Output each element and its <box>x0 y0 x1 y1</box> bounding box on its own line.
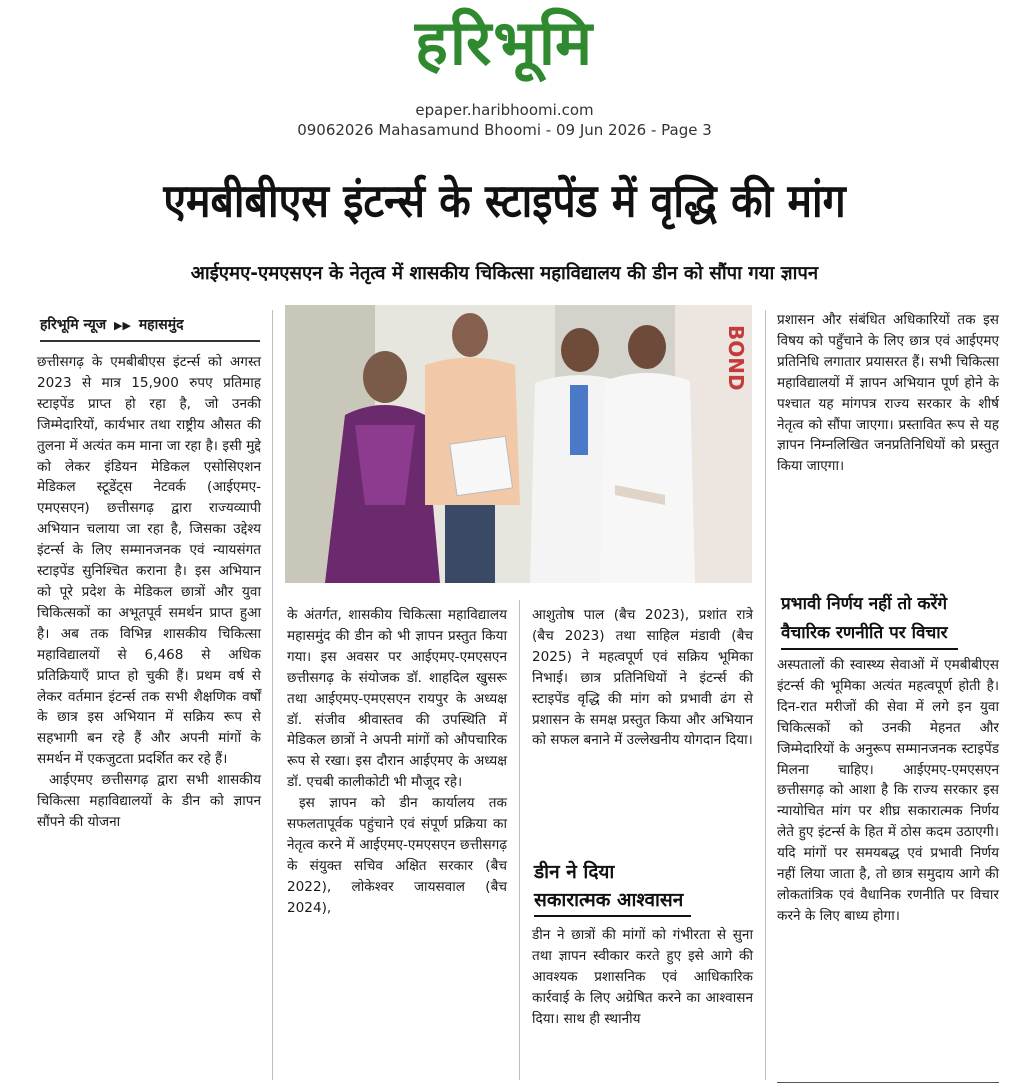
edition-line: 09062026 Mahasamund Bhoomi - 09 Jun 2026 - Page 3 <box>297 121 712 139</box>
paragraph: डीन ने छात्रों की मांगों को गंभीरता से सुना तथा ज्ञापन स्वीकार करते हुए इसे आगे की आवश्यक प्रशासनिक एवं आधिकारिक कार्रवाई के लिए अग्रेषित करने का आश्वासन दिया। साथ ही स्थानीय <box>532 927 753 1027</box>
column-divider <box>272 310 273 1080</box>
epaper-url: epaper.haribhoomi.com <box>415 101 594 119</box>
column-divider <box>765 310 766 1080</box>
paragraph: छत्तीसगढ़ के एमबीबीएस इंटर्न्स को अगस्त 2023 से मात्र 15,900 रुपए प्रतिमाह स्टाइपेंड प्राप्त हो रहा है, जो उनकी जिम्मेदारियों, कार्यभार तथा राष्ट्रीय औसत की तुलना में अत्यंत कम माना जा रहा है। इसी मुद्दे को लेकर इंडियन मेडिकल एसोसिएशन मेडिकल स्टूडेंट्स नेटवर्क (आईएमए-एमएसएन) छत्तीसगढ़ द्वारा राज्यव्यापी अभियान चलाया जा रहा है, जिसका उद्देश्य इंटर्न्स के लिए सम्मानजनक एवं न्यायसंगत स्टाइपेंड सुनिश्चित कराना है। इस अभियान को पूरे प्रदेश के मेडिकल छात्रों और युवा चिकित्सकों का अभूतपूर्व समर्थन प्राप्त हुआ है। अब तक विभिन्न शासकीय चिकित्सा महाविद्यालयों से 6,468 से अधिक प्रतिक्रियाएँ प्राप्त हो चुकी हैं। प्रथम वर्ष से लेकर वर्तमान इंटर्न्स तक सभी शैक्षणिक वर्षों के छात्र इस अभियान में सक्रिय रूप से सहभागी बन रहे हैं और अपनी मांगों के समर्थन में एकजुटता प्रदर्शित कर रहे हैं। <box>37 354 261 768</box>
photo-sign-text: BOND <box>724 325 748 391</box>
byline-source: हरिभूमि न्यूज <box>40 317 107 333</box>
masthead <box>0 8 1009 140</box>
column-4-continued <box>777 655 999 927</box>
news-photo <box>285 305 752 583</box>
column-divider <box>519 600 520 1080</box>
haribhoomi-logo: हरिभूमि <box>414 6 595 79</box>
bottom-rule <box>777 1082 999 1083</box>
byline-arrows-icon: ▶▶ <box>114 319 131 332</box>
paragraph: के अंतर्गत, शासकीय चिकित्सा महाविद्यालय महासमुंद की डीन को भी ज्ञापन प्रस्तुत किया गया। इस अवसर पर आईएमए-एमएसएन छत्तीसगढ़ के संयोजक डॉ. शाहदिल खुसरू तथा आईएमए-एमएसएन रायपुर के अध्यक्ष डॉ. संजीव श्रीवास्तव की उपस्थिति में मेडिकल छात्रों ने अपनी मांगों को औपचारिक रूप से रखा। इस दौरान आईएमए के अध्यक्ष डॉ. एचबी कालीकोटी भी मौजूद रहे। <box>287 607 507 791</box>
column-2 <box>287 605 507 919</box>
byline <box>40 313 260 342</box>
article-subheadline: आईएमए-एमएसएन के नेतृत्व में शासकीय चिकित्सा महाविद्यालय की डीन को सौंपा गया ज्ञापन <box>190 263 819 284</box>
subheading-strategy-line2: वैचारिक रणनीति पर विचार <box>781 619 958 650</box>
paragraph: प्रशासन और संबंधित अधिकारियों तक इस विषय को पहुँचाने के लिए छात्र एवं आईएमए प्रतिनिधि लगातार प्रयासरत हैं। सभी चिकित्सा महाविद्यालयों में ज्ञापन अभियान पूर्ण होने के पश्चात यह मांगपत्र राज्य सरकार के शीर्ष नेतृत्व को सौंपा जाएगा। प्रस्तावित रूप से यह ज्ञापन निम्नलिखित जनप्रतिनिधियों को प्रस्तुत किया जाएगा। <box>777 312 999 475</box>
column-1 <box>37 352 261 833</box>
paragraph: अस्पतालों की स्वास्थ्य सेवाओं में एमबीबीएस इंटर्न्स की भूमिका अत्यंत महत्वपूर्ण होती है। दिन-रात मरीजों की सेवा में लगे इन युवा चिकित्सकों को उनकी मेहनत और जिम्मेदारियों के अनुरूप सम्मानजनक स्टाइपेंड मिलना चाहिए। आईएमए-एमएसएन छत्तीसगढ़ को आशा है कि राज्य सरकार इस न्यायोचित मांग पर शीघ्र सकारात्मक निर्णय लेते हुए इंटर्न्स के हित में ठोस कदम उठाएगी। यदि मांगों पर समयबद्ध एवं प्रभावी निर्णय नहीं लिया जाता है, तो छात्र समुदाय आगे की लोकतांत्रिक एवं वैधानिक रणनीति पर विचार करने के लिए बाध्य होगा। <box>777 657 999 924</box>
subheading-strategy-line1: प्रभावी निर्णय नहीं तो करेंगे <box>781 594 948 614</box>
column-4 <box>777 310 999 477</box>
meeting-photo-illustration <box>285 305 752 583</box>
subheading-dean-line2: सकारात्मक आश्वासन <box>534 886 691 917</box>
subheading-dean-line1: डीन ने दिया <box>534 861 615 883</box>
paragraph: आईएमए छत्तीसगढ़ द्वारा सभी शासकीय चिकित्सा महाविद्यालयों के डीन को ज्ञापन सौंपने की योजना <box>37 772 261 830</box>
paragraph: इस ज्ञापन को डीन कार्यालय तक सफलतापूर्वक पहुंचाने एवं संपूर्ण प्रक्रिया का नेतृत्व करने में आईएमए-एमएसएन छत्तीसगढ़ के संयुक्त सचिव अक्षित सरकार (बैच 2022), लोकेश्वर जायसवाल (बैच 2024), <box>287 795 507 916</box>
article-headline: एमबीबीएस इंटर्न्स के स्टाइपेंड में वृद्धि की मांग <box>163 174 846 228</box>
column-3-continued <box>532 925 753 1030</box>
paragraph: आशुतोष पाल (बैच 2023), प्रशांत रात्रे (बैच 2023) तथा साहिल मंडावी (बैच 2025) ने महत्वपूर्ण एवं सक्रिय भूमिका निभाई। छात्र प्रतिनिधियों ने इंटर्न्स की स्टाइपेंड वृद्धि की मांग को प्रभावी ढंग से प्रशासन के समक्ष प्रस्तुत किया और अभियान को सफल बनाने में उल्लेखनीय योगदान दिया। <box>532 607 753 749</box>
column-3 <box>532 605 753 751</box>
byline-place: महासमुंद <box>138 317 184 333</box>
